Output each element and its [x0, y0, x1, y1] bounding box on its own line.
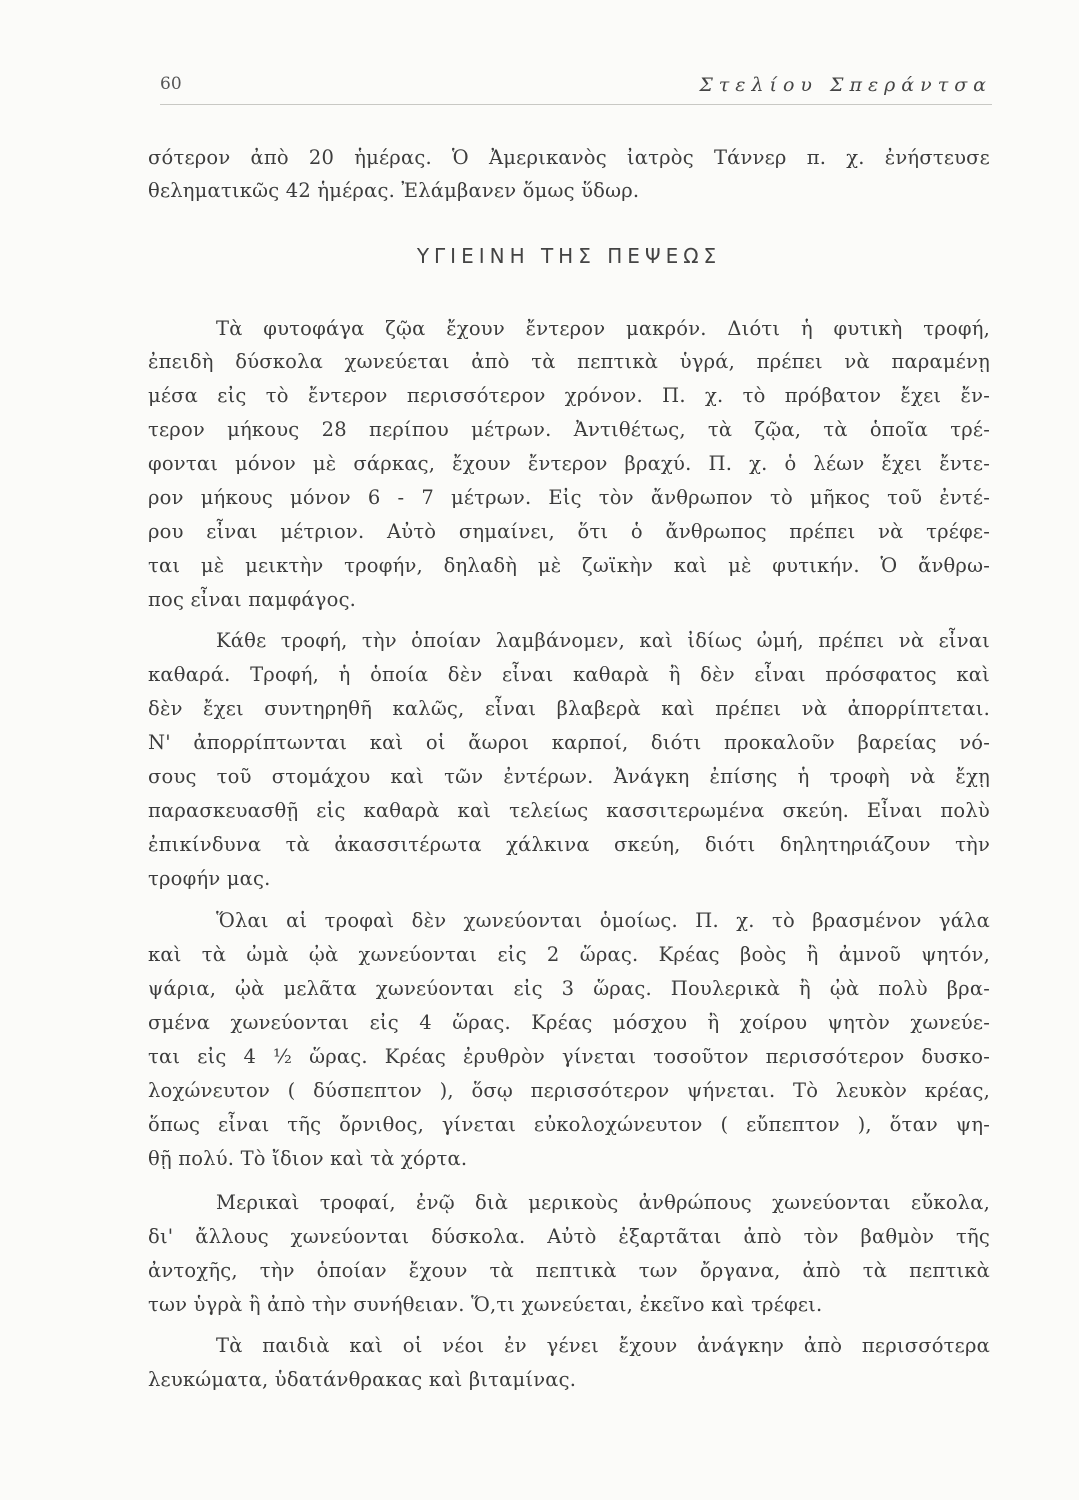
text-line: θῇ πολύ. Τὸ ἴδιον καὶ τὰ χόρτα. — [148, 1147, 468, 1170]
text-line: μέσα εἰς τὸ ἔντερον περισσότερον χρόνον. Π. χ. τὸ πρόβατον ἔχει ἔν- — [148, 384, 990, 407]
text-line: καθαρά. Τροφή, ἡ ὁποία δὲν εἶναι καθαρὰ ἢ δὲν εἶναι πρόσφατος καὶ — [148, 663, 990, 686]
text-line: ψάρια, ᾠὰ μελᾶτα χωνεύονται εἰς 3 ὥρας. Πουλερικὰ ἢ ᾠὰ πολὺ βρα- — [148, 977, 990, 1000]
text-line: ρον μήκους μόνον 6 - 7 μέτρων. Εἰς τὸν ἄνθρωπον τὸ μῆκος τοῦ ἐντέ- — [148, 486, 990, 509]
page-number: 60 — [160, 74, 182, 94]
text-line: σότερον ἀπὸ 20 ἡμέρας. Ὁ Ἀμερικανὸς ἰατρὸς Τάννερ π. χ. ἐνήστευσε — [148, 146, 990, 169]
text-line: Ν' ἀπορρίπτωνται καὶ οἱ ἄωροι καρποί, διότι προκαλοῦν βαρείας νό- — [148, 731, 990, 754]
text-line: τερον μήκους 28 περίπου μέτρων. Ἀντιθέτως, τὰ ζῷα, τὰ ὁποῖα τρέ- — [148, 418, 990, 441]
text-line: λοχώνευτον ( δύσπεπτον ), ὅσῳ περισσότερον ψήνεται. Τὸ λευκὸν κρέας, — [148, 1079, 990, 1102]
text-line: φονται μόνον μὲ σάρκας, ἔχουν ἔντερον βραχύ. Π. χ. ὁ λέων ἔχει ἔντε- — [148, 452, 990, 475]
text-line: ὅπως εἶναι τῆς ὄρνιθος, γίνεται εὐκολοχώνευτον ( εὔπεπτον ), ὅταν ψη- — [148, 1113, 990, 1136]
running-head: Στελίου Σπεράντσα — [699, 74, 992, 96]
text-line: ἐπικίνδυνα τὰ ἀκασσιτέρωτα χάλκινα σκεύη, διότι δηλητηριάζουν τὴν — [148, 833, 990, 856]
text-line: ἐπειδὴ δύσκολα χωνεύεται ἀπὸ τὰ πεπτικὰ ὑγρά, πρέπει νὰ παραμένῃ — [148, 350, 990, 373]
text-line: παρασκευασθῇ εἰς καθαρὰ καὶ τελείως κασσιτερωμένα σκεύη. Εἶναι πολὺ — [148, 799, 990, 822]
text-line: Κάθε τροφή, τὴν ὁποίαν λαμβάνομεν, καὶ ἰδίως ὠμή, πρέπει νὰ εἶναι — [216, 629, 990, 652]
text-line: σους τοῦ στομάχου καὶ τῶν ἐντέρων. Ἀνάγκη ἐπίσης ἡ τροφὴ νὰ ἔχῃ — [148, 765, 990, 788]
text-line: τροφήν μας. — [148, 867, 271, 890]
header-rule — [160, 104, 992, 105]
text-line: λευκώματα, ὑδατάνθρακας καὶ βιταμίνας. — [148, 1368, 577, 1391]
text-line: ἀντοχῆς, τὴν ὁποίαν ἔχουν τὰ πεπτικὰ των ὄργανα, ἀπὸ τὰ πεπτικὰ — [148, 1259, 990, 1282]
text-line: δι' ἄλλους χωνεύονται δύσκολα. Αὐτὸ ἐξαρτᾶται ἀπὸ τὸν βαθμὸν τῆς — [148, 1225, 990, 1248]
text-line: Μερικαὶ τροφαί, ἐνῷ διὰ μερικοὺς ἀνθρώπους χωνεύονται εὔκολα, — [216, 1191, 990, 1214]
text-line: σμένα χωνεύονται εἰς 4 ὥρας. Κρέας μόσχου ἢ χοίρου ψητὸν χωνεύε- — [148, 1011, 990, 1034]
text-line: των ὑγρὰ ἢ ἀπὸ τὴν συνήθειαν. Ὅ,τι χωνεύεται, ἐκεῖνο καὶ τρέφει. — [148, 1293, 823, 1316]
text-line: Ὅλαι αἱ τροφαὶ δὲν χωνεύονται ὁμοίως. Π. χ. τὸ βρασμένον γάλα — [216, 909, 990, 932]
page-header — [160, 74, 992, 104]
text-line: δὲν ἔχει συντηρηθῆ καλῶς, εἶναι βλαβερὰ καὶ πρέπει νὰ ἀπορρίπτεται. — [148, 697, 990, 720]
text-line: ρου εἶναι μέτριον. Αὐτὸ σημαίνει, ὅτι ὁ ἄνθρωπος πρέπει νὰ τρέφε- — [148, 520, 990, 543]
section-title: ΥΓΙΕΙΝΗ ΤΗΣ ΠΕΨΕΩΣ — [416, 244, 722, 268]
text-line: καὶ τὰ ὠμὰ ᾠὰ χωνεύονται εἰς 2 ὥρας. Κρέας βοὸς ἢ ἀμνοῦ ψητόν, — [148, 943, 990, 966]
text-line: πος εἶναι παμφάγος. — [148, 588, 357, 611]
text-line: ται εἰς 4 ½ ὥρας. Κρέας ἐρυθρὸν γίνεται τοσοῦτον περισσότερον δυσκο- — [148, 1045, 990, 1068]
text-line: Τὰ φυτοφάγα ζῷα ἔχουν ἔντερον μακρόν. Διότι ἡ φυτικὴ τροφή, — [216, 317, 990, 340]
text-line: ται μὲ μεικτὴν τροφήν, δηλαδὴ μὲ ζωϊκὴν καὶ μὲ φυτικήν. Ὁ ἄνθρω- — [148, 554, 990, 577]
text-line: Τὰ παιδιὰ καὶ οἱ νέοι ἐν γένει ἔχουν ἀνάγκην ἀπὸ περισσότερα — [216, 1334, 990, 1357]
text-line: θεληματικῶς 42 ἡμέρας. Ἐλάμβανεν ὅμως ὕδωρ. — [148, 179, 640, 202]
